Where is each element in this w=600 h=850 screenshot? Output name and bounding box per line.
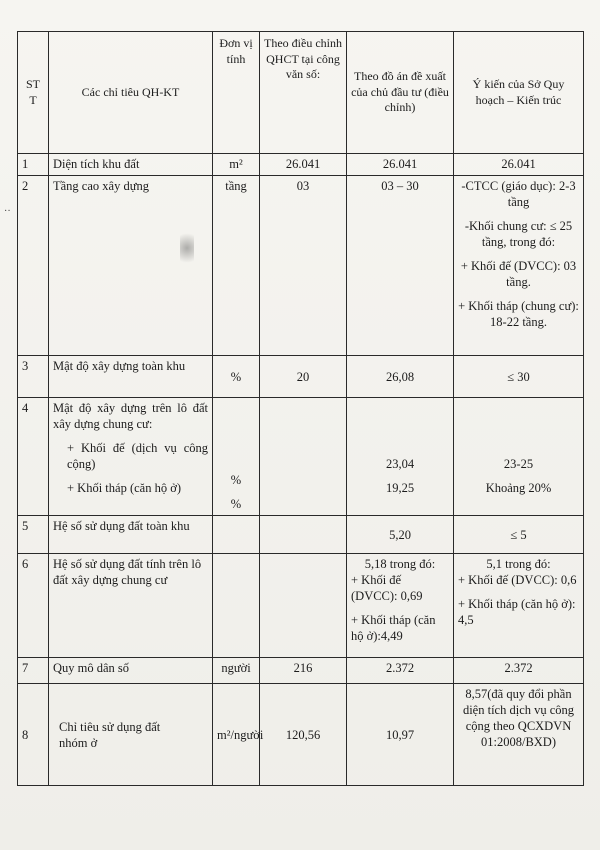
table-row — [18, 554, 584, 658]
proposal-line: 5,18 trong đó: — [364, 557, 436, 571]
proposal-line: + Khối đế (DVCC): 0,69 — [351, 573, 423, 603]
row-proposal: 2.372 — [347, 658, 454, 684]
row-opinion — [454, 398, 584, 516]
row-proposal: 26,08 — [347, 356, 454, 398]
row-qhct — [260, 554, 347, 658]
row-index: 4 — [18, 398, 49, 516]
indicator-sub: + Khối đế (dịch vụ công cộng) — [67, 441, 208, 471]
table-row — [18, 516, 584, 554]
row-proposal: 5,20 — [347, 516, 454, 554]
row-unit — [213, 554, 260, 658]
row-qhct — [260, 516, 347, 554]
header-unit: Đơn vị tính — [213, 32, 260, 154]
row-unit — [213, 398, 260, 516]
proposal-line: + Khối tháp (căn hộ ở):4,49 — [351, 613, 436, 643]
table-row — [18, 176, 584, 356]
opinion-line: + Khối đế (DVCC): 03 tầng. — [460, 259, 577, 289]
row-opinion: ≤ 5 — [454, 516, 584, 554]
row-proposal — [347, 398, 454, 516]
row-indicator: Chỉ tiêu sử dụng đất nhóm ở — [49, 684, 213, 786]
row-qhct: 26.041 — [260, 154, 347, 176]
header-stt: ST T — [18, 32, 49, 154]
opinion-line: + Khối đế (DVCC): 0,6 — [458, 573, 577, 587]
table-row — [18, 658, 584, 684]
row-index: 6 — [18, 554, 49, 658]
unit-value: % — [230, 497, 242, 511]
unit-value: % — [230, 473, 242, 487]
opinion-line: -CTCC (giáo dục): 2-3 tầng — [461, 179, 576, 209]
row-index: 1 — [18, 154, 49, 176]
row-opinion — [454, 176, 584, 356]
planning-indicator-table — [17, 31, 584, 786]
row-opinion — [454, 554, 584, 658]
row-proposal: 26.041 — [347, 154, 454, 176]
row-opinion: 26.041 — [454, 154, 584, 176]
row-proposal — [347, 554, 454, 658]
row-proposal: 10,97 — [347, 684, 454, 786]
row-indicator: Quy mô dân số — [49, 658, 213, 684]
row-opinion: ≤ 30 — [454, 356, 584, 398]
row-unit: m²/người — [213, 684, 260, 786]
row-index: 5 — [18, 516, 49, 554]
opinion-line: -Khối chung cư: ≤ 25 tầng, trong đó: — [464, 219, 573, 249]
table-row — [18, 684, 584, 786]
header-indicator: Các chỉ tiêu QH-KT — [49, 32, 213, 154]
indicator-sub: + Khối tháp (căn hộ ở) — [67, 481, 181, 495]
table-row — [18, 154, 584, 176]
row-unit: tầng — [213, 176, 260, 356]
header-opinion: Ý kiến của Sở Quy hoạch – Kiến trúc — [454, 32, 584, 154]
opinion-line: 5,1 trong đó: — [486, 557, 551, 571]
row-indicator: Tầng cao xây dựng — [49, 176, 213, 356]
row-unit: người — [213, 658, 260, 684]
row-index: 8 — [18, 684, 49, 786]
row-opinion: 2.372 — [454, 658, 584, 684]
row-index: 2 — [18, 176, 49, 356]
row-indicator: Mật độ xây dựng toàn khu — [49, 356, 213, 398]
opinion-line: + Khối tháp (căn hộ ở): 4,5 — [458, 597, 576, 627]
opinion-value: Khoảng 20% — [485, 481, 552, 495]
row-indicator: Hệ số sử dụng đất toàn khu — [49, 516, 213, 554]
row-qhct: 216 — [260, 658, 347, 684]
proposal-value: 19,25 — [385, 481, 415, 495]
row-qhct: 120,56 — [260, 684, 347, 786]
row-indicator: Diện tích khu đất — [49, 154, 213, 176]
header-qhct: Theo điều chỉnh QHCT tại công văn số: — [260, 32, 347, 154]
row-qhct: 03 — [260, 176, 347, 356]
row-indicator: Hệ số sử dụng đất tính trên lô đất xây dựng chung cư — [49, 554, 213, 658]
row-opinion: 8,57(đã quy đổi phần diện tích dịch vụ công cộng theo QCXDVN 01:2008/BXD) — [454, 684, 584, 786]
opinion-line: + Khối tháp (chung cư): 18-22 tầng. — [458, 299, 579, 329]
row-index: 7 — [18, 658, 49, 684]
row-unit: m² — [213, 154, 260, 176]
row-qhct — [260, 398, 347, 516]
opinion-value: 23-25 — [503, 457, 534, 471]
row-proposal: 03 – 30 — [347, 176, 454, 356]
table-row — [18, 398, 584, 516]
row-qhct: 20 — [260, 356, 347, 398]
indicator-main: Mật độ xây dựng trên lô đất xây dựng chung cư: — [53, 401, 208, 431]
table-row — [18, 356, 584, 398]
row-unit — [213, 516, 260, 554]
row-indicator — [49, 398, 213, 516]
proposal-value: 23,04 — [385, 457, 415, 471]
row-unit: % — [213, 356, 260, 398]
header-proposal: Theo đồ án đề xuất của chủ đầu tư (điều chỉnh) — [347, 32, 454, 154]
row-index: 3 — [18, 356, 49, 398]
table-header-row — [18, 32, 584, 154]
margin-mark: ·· — [4, 206, 11, 217]
